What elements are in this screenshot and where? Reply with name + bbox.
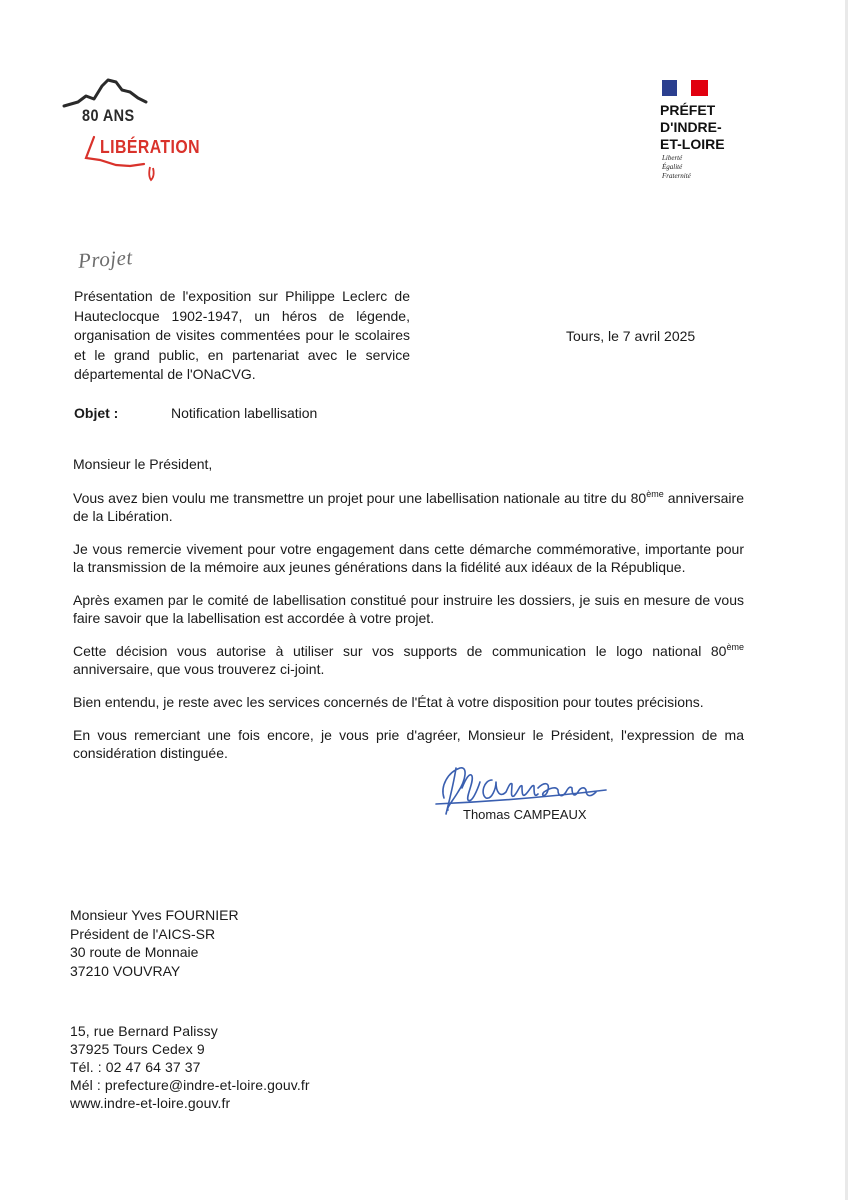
paragraph-3: Après examen par le comité de labellisation constitué pour instruire les dossiers, je suis en mesure de vous faire savoir que la labellisation est accordée à votre projet. <box>73 592 744 626</box>
paragraph-4-text-end: anniversaire, que vous trouverez ci-joint. <box>73 661 325 677</box>
subject-value: Notification labellisation <box>171 405 318 421</box>
french-flag-icon <box>662 80 708 96</box>
subject-label: Objet : <box>74 405 119 421</box>
80-ans-liberation-logo <box>58 72 201 187</box>
paragraph-1-text-end: anniversaire de la Libération. <box>73 490 744 524</box>
logo-liberation-text: LIBÉRATION <box>100 137 201 157</box>
prefecture-contact-block <box>70 1022 310 1112</box>
contact-email: Mél : prefecture@indre-et-loire.gouv.fr <box>70 1077 310 1093</box>
motto-egalite: Égalité <box>662 163 683 171</box>
addressee-block <box>70 906 239 980</box>
motto-fraternite: Fraternité <box>662 172 691 180</box>
logo-80-ans-text: 80 ANS <box>82 106 135 125</box>
prefecture-line-1: PRÉFET <box>660 102 716 118</box>
contact-street: 15, rue Bernard Palissy <box>70 1023 218 1039</box>
signatory-name: Thomas CAMPEAUX <box>463 807 587 822</box>
letter-body <box>73 455 744 777</box>
letter-date: Tours, le 7 avril 2025 <box>566 328 696 344</box>
paragraph-4 <box>73 642 744 678</box>
addressee-line: Président de l'AICS-SR <box>70 925 216 942</box>
prefecture-logo <box>660 80 780 190</box>
logo-graphic <box>58 72 201 187</box>
addressee-line: 37210 VOUVRAY <box>70 962 181 979</box>
paragraph-4-superscript: ème <box>726 642 744 652</box>
paragraph-1-text: Vous avez bien voulu me transmettre un projet pour une labellisation nationale au titre du 80 <box>73 490 647 506</box>
contact-website: www.indre-et-loire.gouv.fr <box>70 1095 231 1111</box>
paragraph-4-text: Cette décision vous autorise à utiliser sur vos supports de communication le logo national 80 <box>73 643 727 659</box>
republic-motto <box>662 154 691 181</box>
prefecture-line-2: D'INDRE- <box>660 119 722 135</box>
prefecture-name <box>660 102 725 153</box>
draft-stamp: Projet <box>77 245 134 273</box>
paragraph-1 <box>73 489 744 525</box>
paragraph-5: Bien entendu, je reste avec les services concernés de l'État à votre disposition pour toutes précisions. <box>73 694 704 710</box>
paragraph-6: En vous remerciant une fois encore, je vous prie d'agréer, Monsieur le Président, l'expression de ma considération distinguée. <box>73 727 744 761</box>
addressee-line: 30 route de Monnaie <box>70 944 199 960</box>
project-description: Présentation de l'exposition sur Philippe Leclerc de Hauteclocque 1902-1947, un héros de légende, organisation de visites commentées pour le scolaires et le grand public, en partenariat avec le service départemental de l'ONaCVG. <box>74 288 410 382</box>
paragraph-1-superscript: ème <box>646 489 664 499</box>
prefecture-line-3: ET-LOIRE <box>660 136 725 152</box>
addressee-line: Monsieur Yves FOURNIER <box>70 907 239 923</box>
contact-city: 37925 Tours Cedex 9 <box>70 1041 205 1057</box>
paragraph-2: Je vous remercie vivement pour votre engagement dans cette démarche commémorative, importante pour la transmission de la mémoire aux jeunes générations dans la fidélité aux idéaux de la République. <box>73 541 744 575</box>
contact-phone: Tél. : 02 47 64 37 37 <box>70 1059 201 1075</box>
salutation: Monsieur le Président, <box>73 456 213 472</box>
motto-liberte: Liberté <box>662 154 683 162</box>
